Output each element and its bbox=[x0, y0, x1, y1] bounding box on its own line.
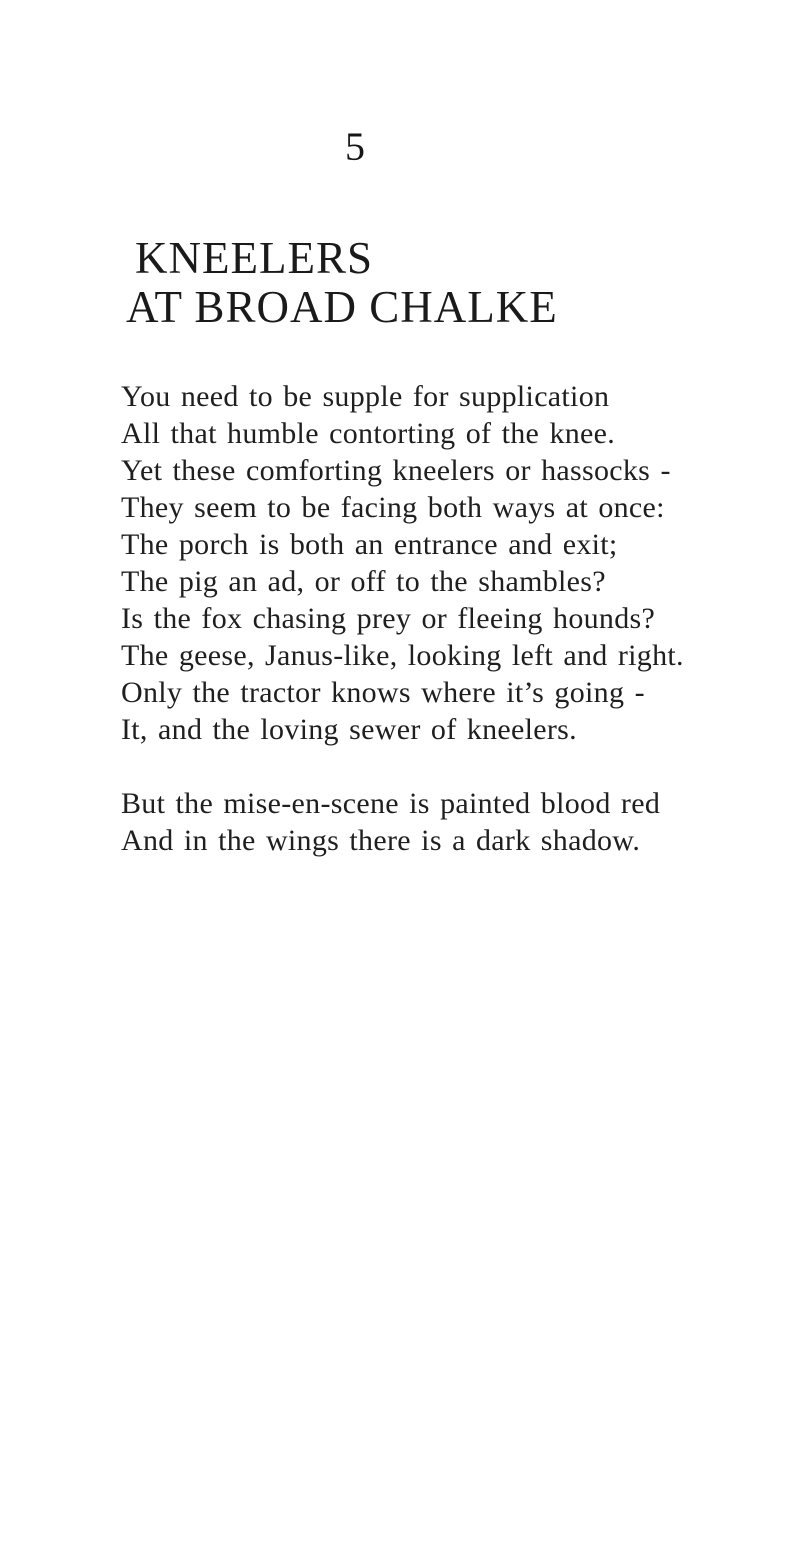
poem-line: All that humble contorting of the knee. bbox=[121, 417, 616, 450]
poem-line: You need to be supple for supplication bbox=[121, 380, 610, 413]
poem-line: Only the tractor knows where it’s going - bbox=[121, 676, 645, 709]
poem-line: The porch is both an entrance and exit; bbox=[121, 528, 618, 561]
poem-line: Is the fox chasing prey or fleeing hounds? bbox=[121, 602, 656, 635]
poem-line: It, and the loving sewer of kneelers. bbox=[121, 713, 577, 746]
poem-line: But the mise-en-scene is painted blood red bbox=[121, 787, 661, 820]
poem-line: They seem to be facing both ways at once: bbox=[121, 491, 665, 524]
book-page bbox=[0, 126, 800, 1548]
poem-title-line-1: KNEELERS bbox=[135, 233, 373, 283]
page-number: 5 bbox=[345, 124, 365, 169]
poem-title bbox=[126, 234, 800, 332]
poem-title-line-2: AT BROAD CHALKE bbox=[126, 282, 558, 332]
poem-line: The pig an ad, or off to the shambles? bbox=[121, 565, 606, 598]
stanza-1 bbox=[121, 378, 800, 748]
poem-line: And in the wings there is a dark shadow. bbox=[121, 824, 641, 857]
poem-line: The geese, Janus-like, looking left and right. bbox=[121, 639, 684, 672]
poem-body bbox=[121, 378, 800, 859]
poem-line: Yet these comforting kneelers or hassocks - bbox=[121, 454, 671, 487]
stanza-2 bbox=[121, 785, 800, 859]
